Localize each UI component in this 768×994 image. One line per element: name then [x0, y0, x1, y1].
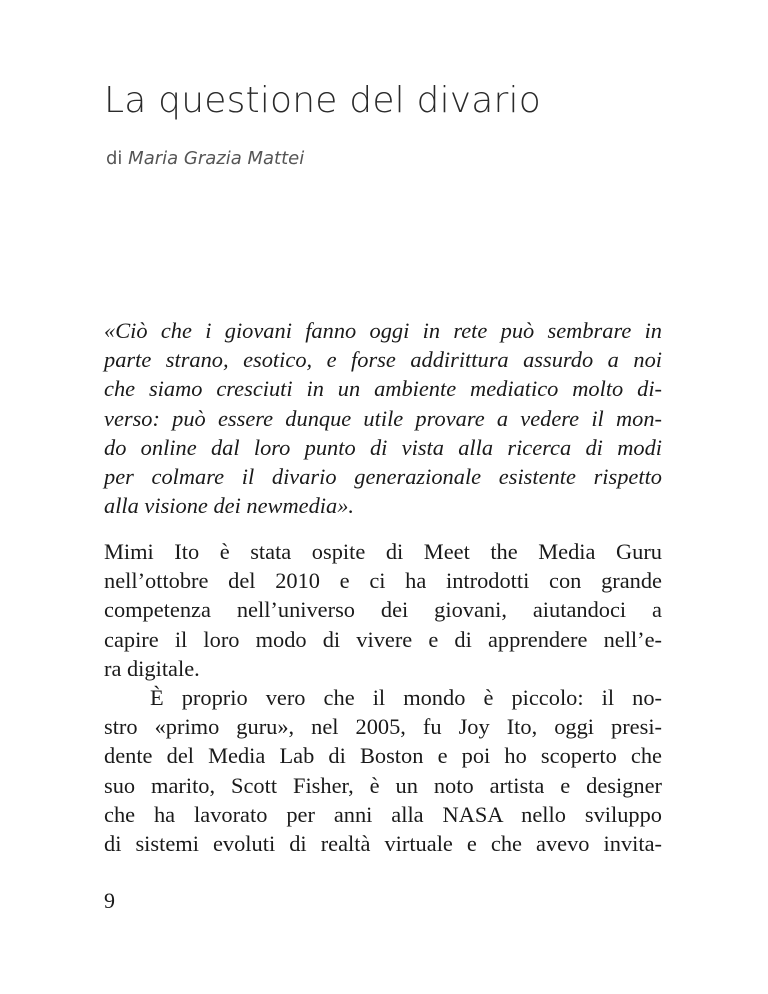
author-name: Maria Grazia Mattei — [128, 148, 305, 169]
chapter-byline — [106, 148, 304, 169]
paragraph-1-line: capire il loro modo di vivere e di apprendere nell’e- — [104, 626, 662, 652]
paragraph-2-line: suo marito, Scott Fisher, è un noto artista e designer — [104, 772, 662, 798]
quote-line: «Ciò che i giovani fanno oggi in rete può sembrare in — [104, 318, 662, 343]
paragraph-2-line: che ha lavorato per anni alla NASA nello sviluppo — [104, 801, 662, 827]
byline-prefix: di — [106, 148, 123, 169]
paragraph-1-line: nell’ottobre del 2010 e ci ha introdotti con grande — [104, 568, 662, 594]
paragraph-2-line: È proprio vero che il mondo è piccolo: il no- — [150, 684, 662, 710]
paragraph-1-line: competenza nell’universo dei giovani, aiutandoci a — [104, 597, 662, 623]
epigraph-quote — [104, 316, 662, 520]
paragraph-2-line: stro «primo guru», nel 2005, fu Joy Ito, oggi presi- — [104, 714, 662, 740]
quote-line: verso: può essere dunque utile provare a vedere il mon- — [104, 405, 662, 431]
paragraph-1-line: Mimi Ito è stata ospite di Meet the Media Guru — [104, 539, 662, 564]
quote-line: alla visione dei newmedia». — [104, 493, 354, 519]
page-number: 9 — [104, 888, 115, 913]
paragraph-2-line: dente del Media Lab di Boston e poi ho scoperto che — [104, 743, 662, 769]
paragraph-1-line: ra digitale. — [104, 655, 200, 681]
quote-line: parte strano, esotico, e forse addirittura assurdo a noi — [104, 347, 662, 373]
quote-line: per colmare il divario generazionale esistente rispetto — [104, 463, 662, 489]
quote-line: che siamo cresciuti in un ambiente mediatico molto di- — [104, 376, 662, 402]
body-text — [104, 537, 662, 858]
quote-line: do online dal loro punto di vista alla ricerca di modi — [104, 434, 662, 460]
chapter-title: La questione del divario — [104, 80, 541, 121]
paragraph-2-line: di sistemi evoluti di realtà virtuale e che avevo invita- — [104, 830, 662, 856]
